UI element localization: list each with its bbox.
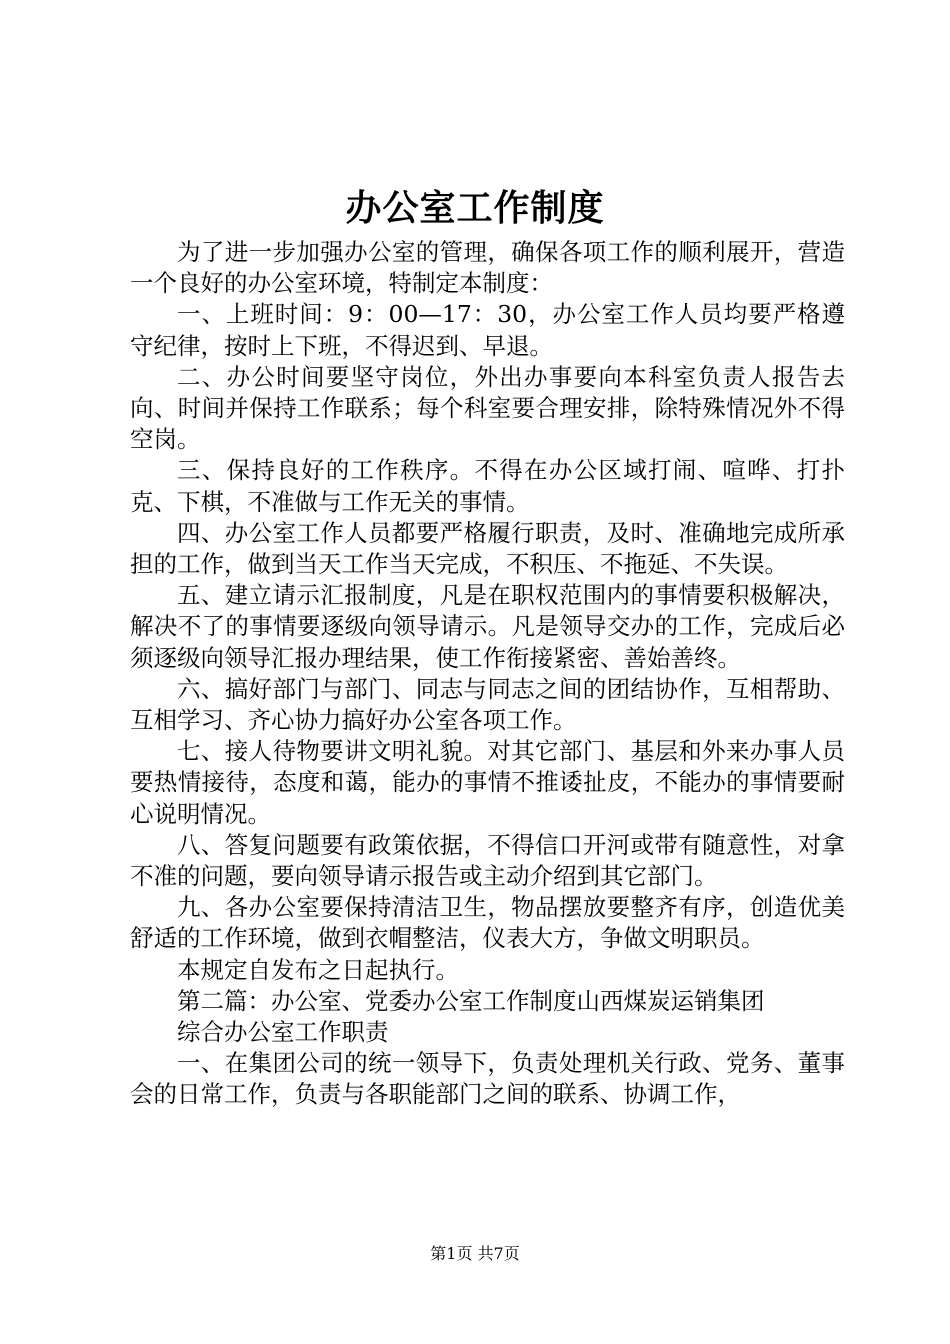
document-title: 办公室工作制度 <box>345 187 605 229</box>
paragraph-rule-7: 七、接人待物要讲文明礼貌。对其它部门、基层和外来办事人员要热情接待，态度和蔼，能办的事情不推诿扯皮，不能办的事情要耐心说明情况。 <box>130 737 845 828</box>
paragraph-intro: 为了进一步加强办公室的管理，确保各项工作的顺利展开，营造一个良好的办公室环境，特制定本制度： <box>130 238 845 298</box>
page-number-footer: 第1页 共7页 <box>430 1244 520 1263</box>
paragraph-rule-6: 六、搞好部门与部门、同志与同志之间的团结协作，互相帮助、互相学习、齐心协力搞好办公室各项工作。 <box>130 674 845 735</box>
paragraph-rule-2: 二、办公时间要坚守岗位，外出办事要向本科室负责人报告去向、时间并保持工作联系；每个科室要合理安排，除特殊情况外不得空岗。 <box>130 362 845 454</box>
paragraph-rule-9: 九、各办公室要保持清洁卫生，物品摆放要整齐有序，创造优美舒适的工作环境，做到衣帽整洁，仪表大方，争做文明职员。 <box>130 893 845 953</box>
paragraph-rule-4: 四、办公室工作人员都要严格履行职责，及时、准确地完成所承担的工作，做到当天工作当天完成，不积压、不拖延、不失误。 <box>130 518 845 579</box>
paragraph-rule-5: 五、建立请示汇报制度，凡是在职权范围内的事情要积极解决，解决不了的事情要逐级向领导请示。凡是领导交办的工作，完成后必须逐级向领导汇报办理结果，使工作衔接紧密、善始善终。 <box>130 581 845 672</box>
paragraph-effective-date: 本规定自发布之日起执行。 <box>177 955 459 984</box>
paragraph-rule-1: 一、上班时间：9：00—17：30，办公室工作人员均要严格遵守纪律，按时上下班，不得迟到、早退。 <box>130 300 845 360</box>
paragraph-rule-3: 三、保持良好的工作秩序。不得在办公区域打闹、喧哗、打扑克、下棋，不准做与工作无关的事情。 <box>130 456 845 516</box>
document-body <box>130 237 845 1111</box>
paragraph-part-two-heading: 第二篇：办公室、党委办公室工作制度山西煤炭运销集团 <box>177 986 765 1015</box>
paragraph-section-heading: 综合办公室工作职责 <box>177 1018 389 1047</box>
paragraph-rule-8: 八、答复问题要有政策依据，不得信口开河或带有随意性，对拿不准的问题，要向领导请示报告或主动介绍到其它部门。 <box>130 830 845 891</box>
paragraph-duty-1: 一、在集团公司的统一领导下，负责处理机关行政、党务、董事会的日常工作，负责与各职能部门之间的联系、协调工作， <box>130 1049 845 1109</box>
